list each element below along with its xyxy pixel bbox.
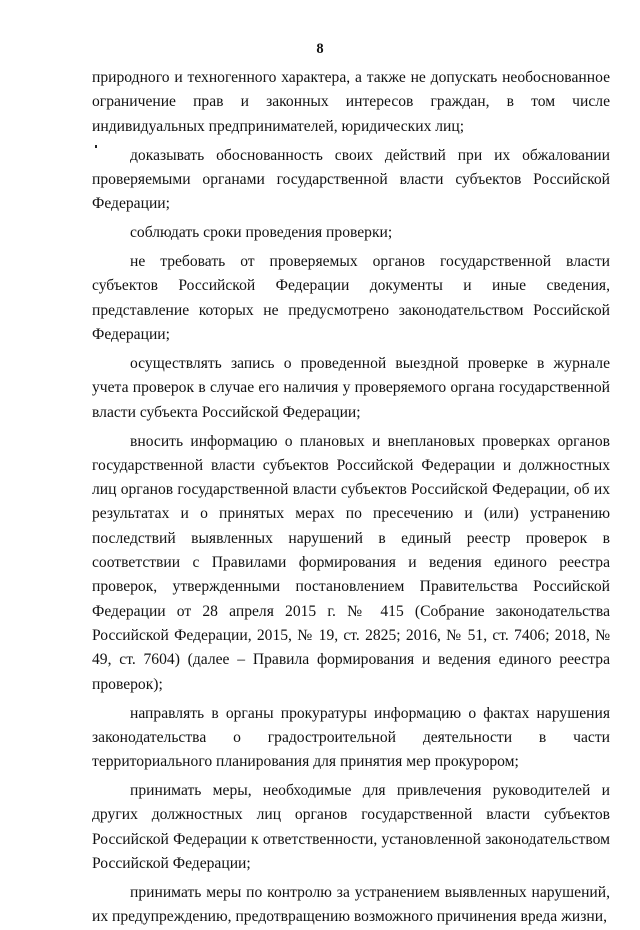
paragraph-violation-control: принимать меры по контролю за устранением выявленных нарушений, их предупреждению, предотвращению возможного причинения вреда жизни, <box>92 884 610 926</box>
paragraph-justify-actions: доказывать обоснованность своих действий при их обжаловании проверяемыми органами государственной власти субъектов Российской Федерации; <box>92 146 610 213</box>
page-number: 8 <box>316 41 324 57</box>
paragraph-inspection-deadlines: соблюдать сроки проведения проверки; <box>130 224 393 242</box>
paragraph-no-extra-documents: не требовать от проверяемых органов государственной власти субъектов Российской Федерации документы и иные сведения, представление которых не предусмотрено законодательством Российской Федерации; <box>92 253 610 344</box>
paragraph-continuation: природного и техногенного характера, а также не допускать необоснованное ограничение прав и законных интересов граждан, в том числе индивидуальных предпринимателей, юридических лиц; <box>92 69 610 135</box>
paragraph-inspection-log-entry: осуществлять запись о проведенной выездной проверке в журнале учета проверок в случае его наличия у проверяемого органа государственной власти субъекта Российской Федерации; <box>92 355 610 421</box>
paragraph-liability-measures: принимать меры, необходимые для привлечения руководителей и других должностных лиц органов государственной власти субъектов Российской Федерации к ответственности, установленной законодательством Российской Федерации; <box>92 782 610 873</box>
paragraph-unified-register: вносить информацию о плановых и внеплановых проверках органов государственной власти субъектов Российской Федерации и должностных лиц органов государственной власти субъектов Российской Федерации, об их результатах и о принятых мерах по пресечению и (или) устранению последствий выявленных нарушений в единый реестр проверок в соответствии с Правилами формирования и ведения единого реестра проверок, утвержденными постановлением Правительства Российской Федерации от 28 апреля 2015 г. № 415 (Собрание законодательства Российской Федерации, 2015, № 19, ст. 2825; 2016, № 51, ст. 7406; 2018, № 49, ст. 7604) (далее – Правила формирования и ведения единого реестра проверок); <box>92 432 610 693</box>
document-body <box>92 66 610 930</box>
paragraph-prosecutor-notice: направлять в органы прокуратуры информацию о фактах нарушения законодательства о градостроительной деятельности в части территориального планирования для принятия мер прокурором; <box>92 704 610 771</box>
